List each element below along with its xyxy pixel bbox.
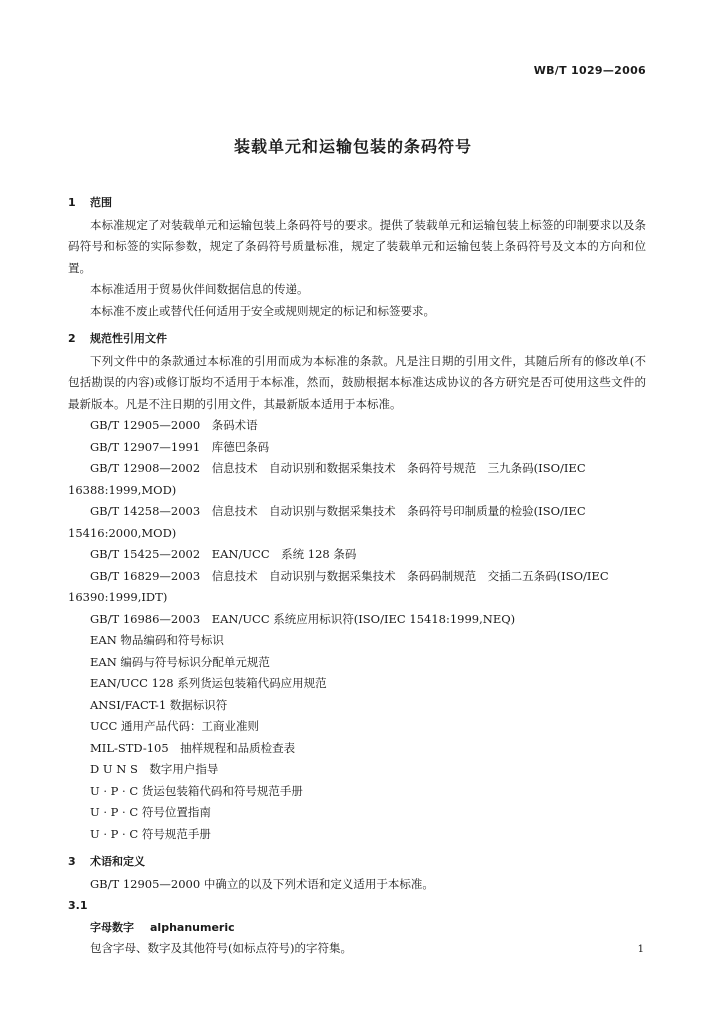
section-number: 3 bbox=[68, 855, 76, 868]
section-terms-definitions bbox=[68, 851, 646, 960]
section-heading bbox=[68, 851, 646, 873]
section-title: 规范性引用文件 bbox=[90, 332, 167, 345]
paragraph: GB/T 12905—2000 中确立的以及下列术语和定义适用于本标准。 bbox=[90, 876, 434, 891]
term-definition: 包含字母、数字及其他符号(如标点符号)的字符集。 bbox=[90, 941, 352, 955]
paragraph: 本标准不废止或替代任何适用于安全或规则规定的标记和标签要求。 bbox=[90, 303, 435, 318]
subsection-number: 3.1 bbox=[68, 899, 88, 912]
term-english: alphanumeric bbox=[150, 920, 235, 934]
term-entry bbox=[68, 917, 646, 939]
section-heading bbox=[68, 328, 646, 350]
reference-item: GB/T 12908—2002 信息技术 自动识别和数据采集技术 条码符号规范 三九条码(ISO/IEC 16388:1999,MOD) bbox=[68, 461, 586, 497]
reference-item: MIL-STD-105 抽样规程和品质检查表 bbox=[90, 740, 296, 755]
reference-item: GB/T 12907—1991 库德巴条码 bbox=[90, 439, 270, 454]
section-heading bbox=[68, 192, 646, 214]
reference-item: GB/T 16829—2003 信息技术 自动识别与数据采集技术 条码码制规范 交插二五条码(ISO/IEC 16390:1999,IDT) bbox=[68, 568, 609, 604]
reference-item: EAN 物品编码和符号标识 bbox=[90, 633, 224, 647]
page-number: 1 bbox=[637, 944, 644, 955]
reference-item: GB/T 15425—2002 EAN/UCC 系统 128 条码 bbox=[90, 547, 357, 561]
reference-item: GB/T 14258—2003 信息技术 自动识别与数据采集技术 条码符号印制质量的检验(ISO/IEC 15416:2000,MOD) bbox=[68, 504, 586, 540]
reference-item: EAN/UCC 128 系列货运包装箱代码应用规范 bbox=[90, 676, 327, 690]
section-title: 范围 bbox=[90, 196, 112, 209]
section-scope bbox=[68, 192, 646, 322]
reference-item: D U N S 数字用户指导 bbox=[90, 762, 219, 776]
reference-item: UCC 通用产品代码：工商业准则 bbox=[90, 719, 259, 733]
paragraph: 本标准规定了对装载单元和运输包装上条码符号的要求。提供了装载单元和运输包装上标签的印制要求以及条码符号和标签的实际参数，规定了条码符号质量标准，规定了装载单元和运输包装上条码符号及文本的方向和位置。 bbox=[68, 217, 646, 275]
reference-item: EAN 编码与符号标识分配单元规范 bbox=[90, 654, 270, 669]
section-number: 1 bbox=[68, 196, 76, 209]
document-body bbox=[68, 190, 646, 966]
reference-item: U · P · C 符号位置指南 bbox=[90, 805, 211, 819]
reference-item: U · P · C 符号规范手册 bbox=[90, 826, 211, 841]
paragraph: 下列文件中的条款通过本标准的引用而成为本标准的条款。凡是注日期的引用文件，其随后所有的修改单(不包括勘误的内容)或修订版均不适用于本标准，然而，鼓励根据本标准达成协议的各方研究是否可使用这些文件的最新版本。凡是不注日期的引用文件，其最新版本适用于本标准。 bbox=[68, 353, 646, 411]
reference-item: GB/T 12905—2000 条码术语 bbox=[90, 418, 258, 432]
paragraph: 本标准适用于贸易伙伴间数据信息的传递。 bbox=[90, 282, 309, 296]
section-number: 2 bbox=[68, 332, 76, 345]
reference-item: GB/T 16986—2003 EAN/UCC 系统应用标识符(ISO/IEC 15418:1999,NEQ) bbox=[90, 611, 516, 626]
term-chinese: 字母数字 bbox=[90, 920, 134, 934]
document-title: 装载单元和运输包装的条码符号 bbox=[233, 137, 472, 156]
reference-item: U · P · C 货运包装箱代码和符号规范手册 bbox=[90, 783, 303, 798]
section-title: 术语和定义 bbox=[90, 855, 145, 868]
section-normative-references bbox=[68, 328, 646, 845]
standard-code: WB/T 1029—2006 bbox=[533, 64, 646, 77]
reference-item: ANSI/FACT-1 数据标识符 bbox=[90, 697, 228, 712]
